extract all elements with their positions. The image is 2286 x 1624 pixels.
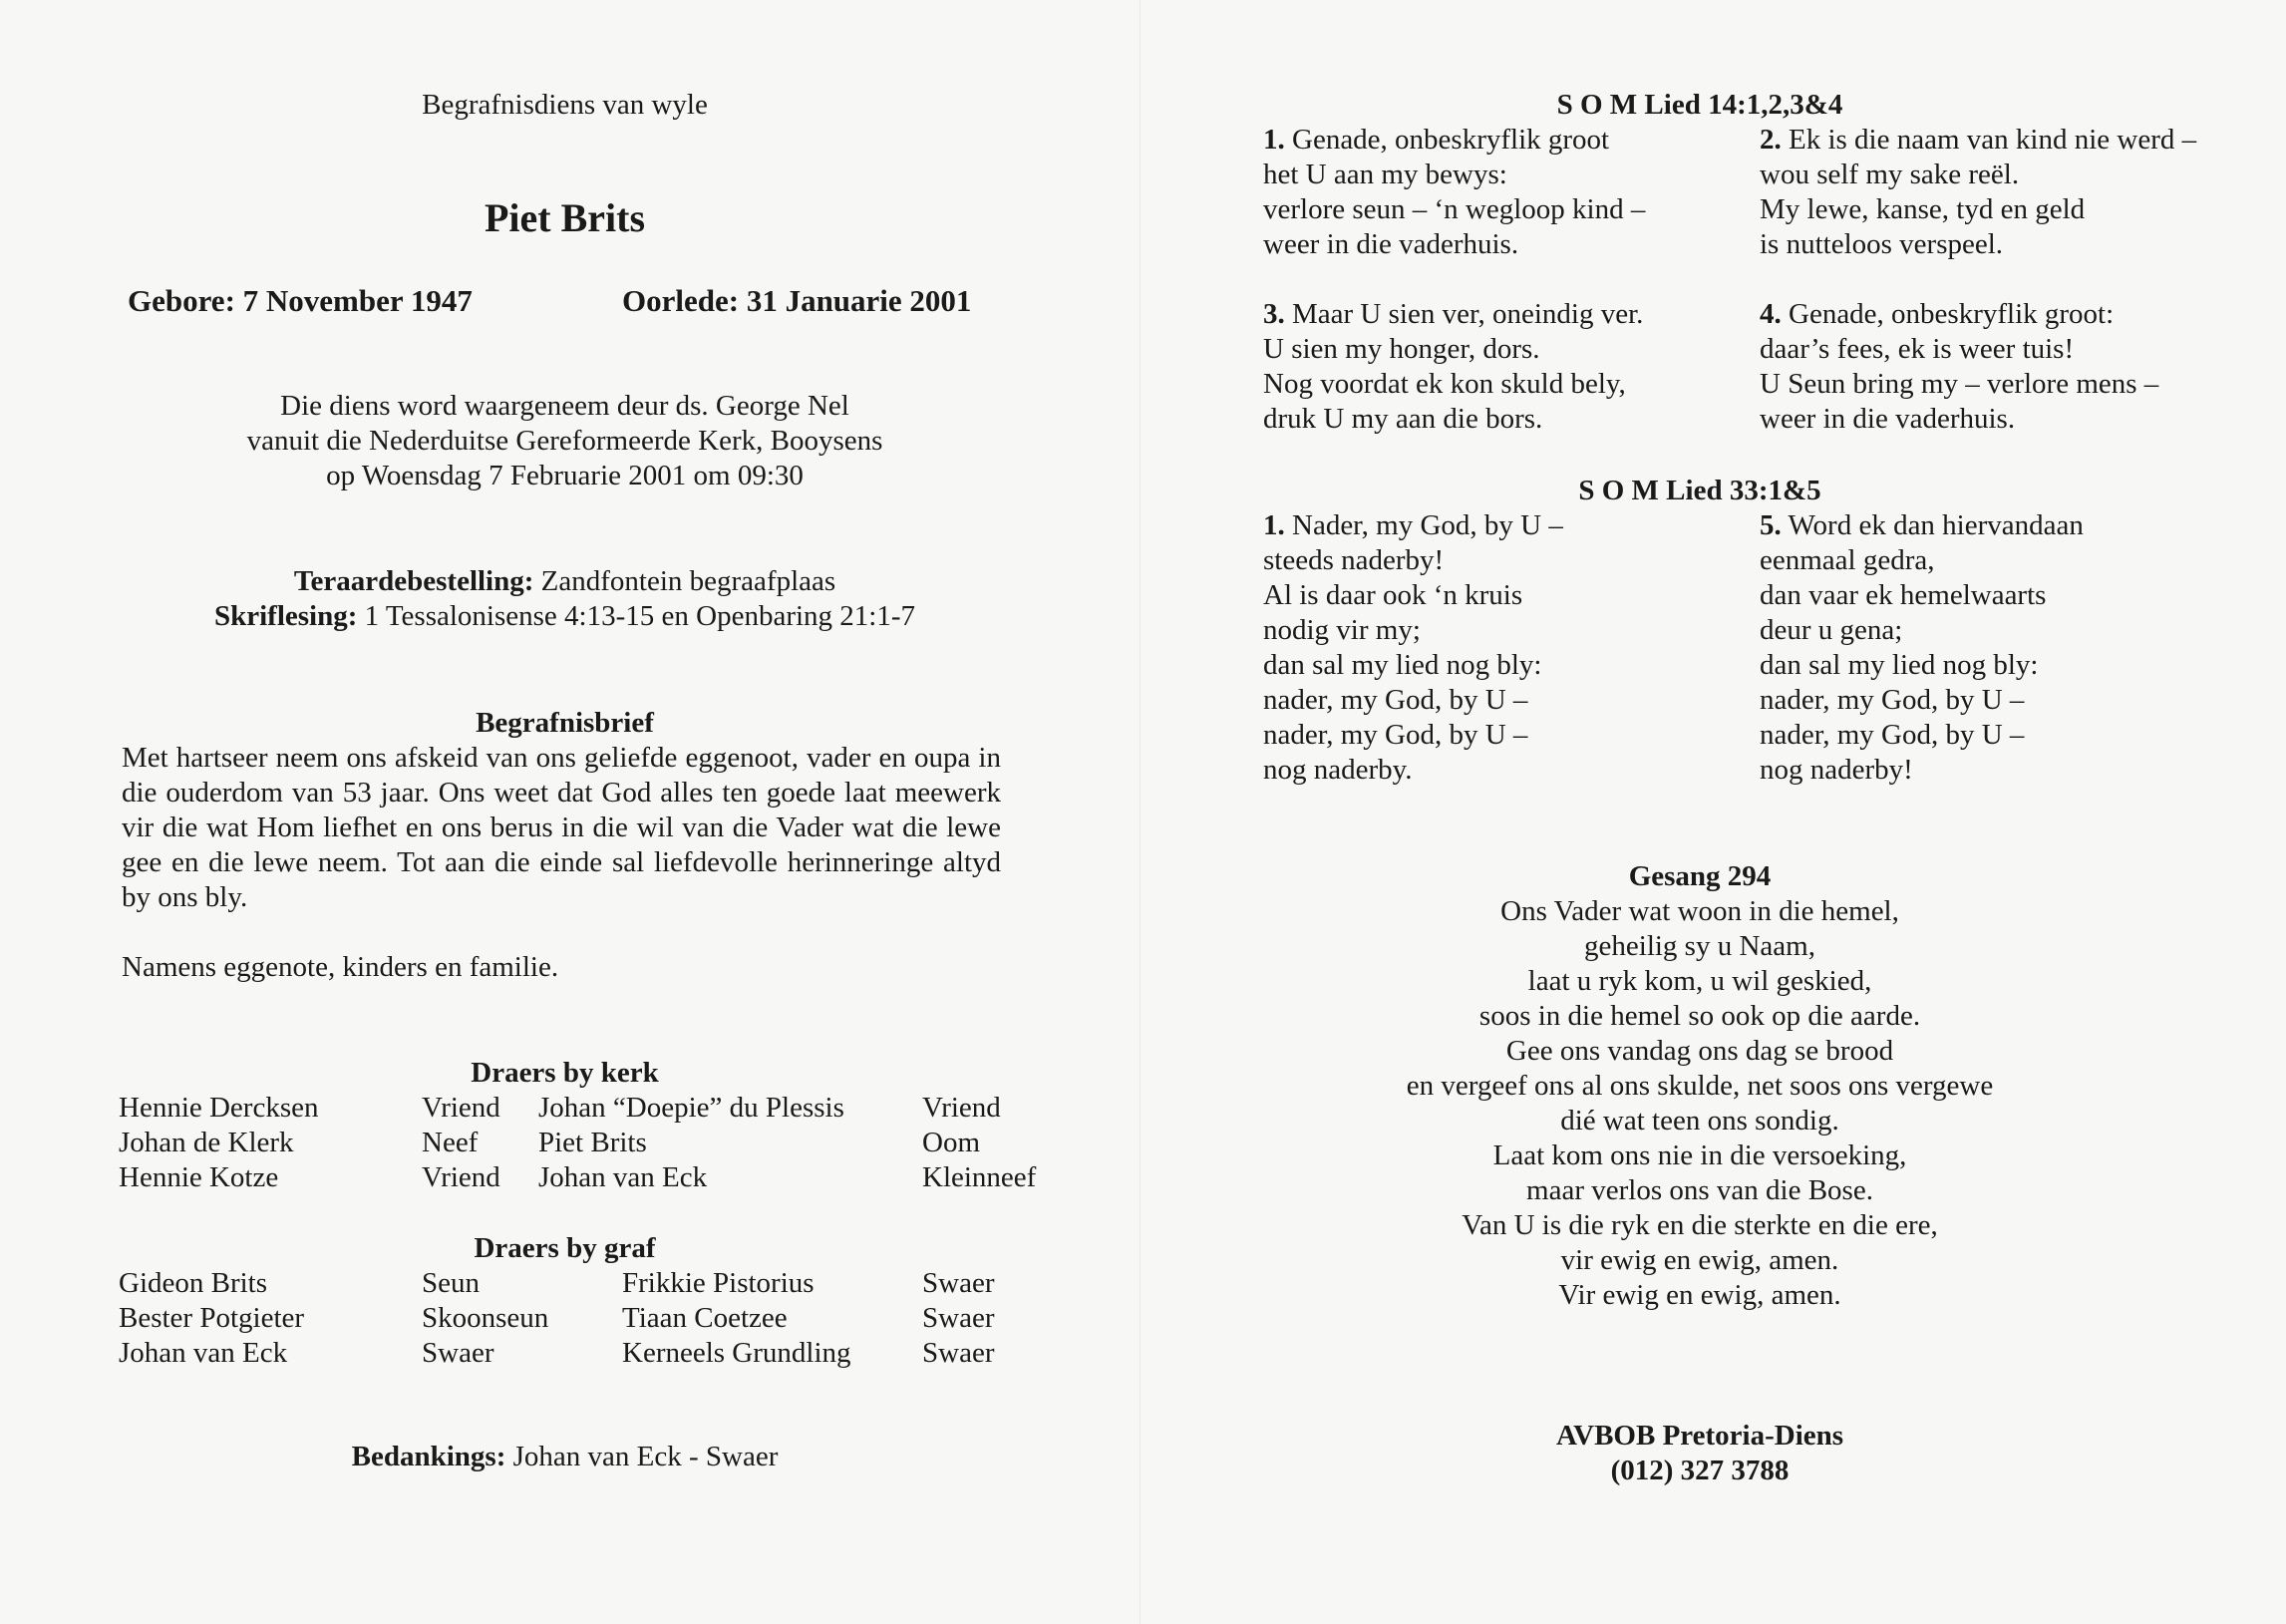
verse-text: Genade, onbeskryflik groot: (1789, 298, 2115, 330)
deceased-name: Piet Brits (484, 195, 646, 240)
verse-line: nader, my God, by U – (1263, 719, 1528, 751)
death-date: Oorlede: 31 Januarie 2001 (622, 283, 972, 318)
right-page (1142, 0, 2286, 1624)
verse-line: Al is daar ook ‘n kruis (1263, 579, 1523, 611)
verse-line: nog naderby! (1760, 754, 1913, 786)
bearer-name: Johan van Eck (538, 1161, 708, 1193)
bearer-name: Johan van Eck (119, 1337, 288, 1369)
gesang-line: Gee ons vandag ons dag se brood (1505, 1035, 1894, 1067)
bearer-relation: Vriend (922, 1092, 1001, 1124)
verse-line (1263, 123, 1645, 158)
bearer-relation: Neef (422, 1127, 479, 1158)
letter-sign: Namens eggenote, kinders en familie. (122, 951, 559, 983)
service-line: op Woensdag 7 Februarie 2001 om 09:30 (326, 460, 804, 491)
verse-line (1263, 508, 1563, 543)
bearer-relation: Swaer (422, 1337, 494, 1369)
bearer-name: Johan de Klerk (119, 1127, 294, 1158)
verse-number: 2. (1760, 124, 1782, 156)
verse-line (1760, 297, 2158, 332)
verse-text: Nader, my God, by U – (1292, 509, 1563, 541)
verse-number: 4. (1760, 298, 1782, 330)
grave-bearers-title: Draers by graf (474, 1232, 656, 1264)
verse-text: Maar U sien ver, oneindig ver. (1292, 298, 1644, 330)
verse-number: 1. (1263, 124, 1285, 156)
bearer-name: Johan “Doepie” du Plessis (538, 1092, 844, 1124)
gesang-line: Van U is die ryk en die sterkte en die ere, (1462, 1209, 1938, 1241)
verse-line: eenmaal gedra, (1760, 544, 1935, 576)
bearer-name: Frikkie Pistorius (622, 1267, 815, 1299)
bearer-relation: Swaer (922, 1302, 995, 1334)
burial-line (0, 564, 1130, 599)
verse-line: nodig vir my; (1263, 614, 1421, 646)
verse-line: weer in die vaderhuis. (1760, 403, 2016, 435)
verse-number: 5. (1760, 509, 1782, 541)
verse-text: Ek is die naam van kind nie werd – (1789, 124, 2197, 156)
bearer-relation: Oom (922, 1127, 980, 1158)
hymn1-verse-3 (1263, 297, 1643, 437)
verse-line: nog naderby. (1263, 754, 1413, 786)
service-details (0, 389, 1130, 493)
verse-line: druk U my aan die bors. (1263, 403, 1543, 435)
verse-line: U sien my honger, dors. (1263, 333, 1540, 365)
undertaker-phone: (012) 327 3788 (1610, 1455, 1790, 1486)
bearer-relation: Vriend (422, 1092, 500, 1124)
burial-label: Teraardebestelling: (293, 565, 534, 597)
verse-line: nader, my God, by U – (1760, 684, 2025, 716)
gesang-line: dié wat teen ons sondig. (1560, 1105, 1839, 1137)
birth-date: Gebore: 7 November 1947 (128, 283, 473, 318)
bearer-relation: Swaer (922, 1267, 995, 1299)
left-page (0, 0, 1140, 1624)
verse-line: daar’s fees, ek is weer tuis! (1760, 333, 2075, 365)
bearer-name: Piet Brits (538, 1127, 647, 1158)
verse-line: Nog voordat ek kon skuld bely, (1263, 368, 1626, 400)
bearer-relation: Swaer (922, 1337, 995, 1369)
gesang-line: laat u ryk kom, u wil geskied, (1527, 965, 1872, 997)
burial-value: Zandfontein begraafplaas (533, 565, 836, 597)
verse-line: dan sal my lied nog bly: (1760, 649, 2039, 681)
bearer-name: Hennie Kotze (119, 1161, 279, 1193)
intro-line: Begrafnisdiens van wyle (422, 89, 708, 121)
gesang-line: Ons Vader wat woon in die hemel, (1500, 895, 1899, 927)
bearer-name: Gideon Brits (119, 1267, 268, 1299)
verse-line: nader, my God, by U – (1760, 719, 2025, 751)
bearer-name: Bester Potgieter (119, 1302, 305, 1334)
bearer-relation: Seun (422, 1267, 480, 1299)
verse-line: wou self my sake reël. (1760, 159, 2020, 190)
church-bearers-title: Draers by kerk (471, 1057, 659, 1089)
verse-line: dan sal my lied nog bly: (1263, 649, 1542, 681)
verse-line: dan vaar ek hemelwaarts (1760, 579, 2047, 611)
verse-line: het U aan my bewys: (1263, 159, 1507, 190)
verse-text: Genade, onbeskryflik groot (1292, 124, 1610, 156)
bearer-name: Hennie Dercksen (119, 1092, 319, 1124)
gesang-line: geheilig sy u Naam, (1584, 930, 1815, 962)
gesang-text (1142, 894, 2258, 1313)
bearer-relation: Vriend (422, 1161, 500, 1193)
gesang-line: vir ewig en ewig, amen. (1560, 1244, 1839, 1276)
verse-line: verlore seun – ‘n wegloop kind – (1263, 193, 1646, 225)
hymn1-verse-4 (1760, 297, 2158, 437)
verse-number: 3. (1263, 298, 1285, 330)
letter-text: Met hartseer neem ons afskeid van ons geliefde eggenoot, vader en oupa in die ouderdom van 53 jaar. Ons weet dat God alles ten goede laat meewerk vir die wat Hom liefhet en ons berus in die wil van die Vader wat die lewe gee en die lewe neem. Tot aan die einde sal liefdevolle herinneringe altyd by ons bly. (122, 742, 1001, 913)
verse-text: Word ek dan hiervandaan (1788, 509, 2084, 541)
reading-value: 1 Tessalonisense 4:13-15 en Openbaring 21:1-7 (357, 600, 915, 632)
verse-line: nader, my God, by U – (1263, 684, 1528, 716)
verse-line (1263, 297, 1643, 332)
verse-line: steeds naderby! (1263, 544, 1445, 576)
hymn1-title: S O M Lied 14:1,2,3&4 (1556, 89, 1843, 121)
hymn2-title: S O M Lied 33:1&5 (1578, 475, 1821, 506)
service-line: vanuit die Nederduitse Gereformeerde Kerk, Booysens (246, 425, 883, 457)
hymn2-verse-5 (1760, 508, 2084, 788)
gesang-title: Gesang 294 (1628, 860, 1772, 892)
verse-line: U Seun bring my – verlore mens – (1760, 368, 2159, 400)
hymn2-verse-1 (1263, 508, 1563, 788)
gesang-line: Vir ewig en ewig, amen. (1558, 1279, 1841, 1311)
hymn1-verse-1 (1263, 123, 1645, 262)
thanks-line (0, 1440, 1130, 1474)
gesang-line: en vergeef ons al ons skulde, net soos ons vergewe (1406, 1070, 1994, 1102)
bearer-name: Tiaan Coetzee (622, 1302, 788, 1334)
gesang-line: Laat kom ons nie in die versoeking, (1492, 1139, 1907, 1171)
verse-line (1760, 508, 2084, 543)
verse-number: 1. (1263, 509, 1285, 541)
reading-label: Skriflesing: (213, 600, 358, 632)
verse-line: weer in die vaderhuis. (1263, 228, 1519, 260)
verse-line (1760, 123, 2196, 158)
bearer-relation: Kleinneef (922, 1161, 1037, 1193)
verse-line: deur u gena; (1760, 614, 1903, 646)
thanks-value: Johan van Eck - Swaer (505, 1441, 779, 1472)
bearer-name: Kerneels Grundling (622, 1337, 851, 1369)
bearer-relation: Skoonseun (422, 1302, 549, 1334)
hymn1-verse-2 (1760, 123, 2196, 262)
letter-title: Begrafnisbrief (476, 707, 654, 739)
reading-line (0, 599, 1130, 634)
gesang-line: soos in die hemel so ook op die aarde. (1478, 1000, 1921, 1032)
service-line: Die diens word waargeneem deur ds. George Nel (280, 390, 849, 422)
thanks-label: Bedankings: (351, 1441, 506, 1472)
gesang-line: maar verlos ons van die Bose. (1526, 1174, 1873, 1206)
undertaker-name: AVBOB Pretoria-Diens (1555, 1420, 1844, 1452)
verse-line: is nutteloos verspeel. (1760, 228, 2004, 260)
verse-line: My lewe, kanse, tyd en geld (1760, 193, 2086, 225)
